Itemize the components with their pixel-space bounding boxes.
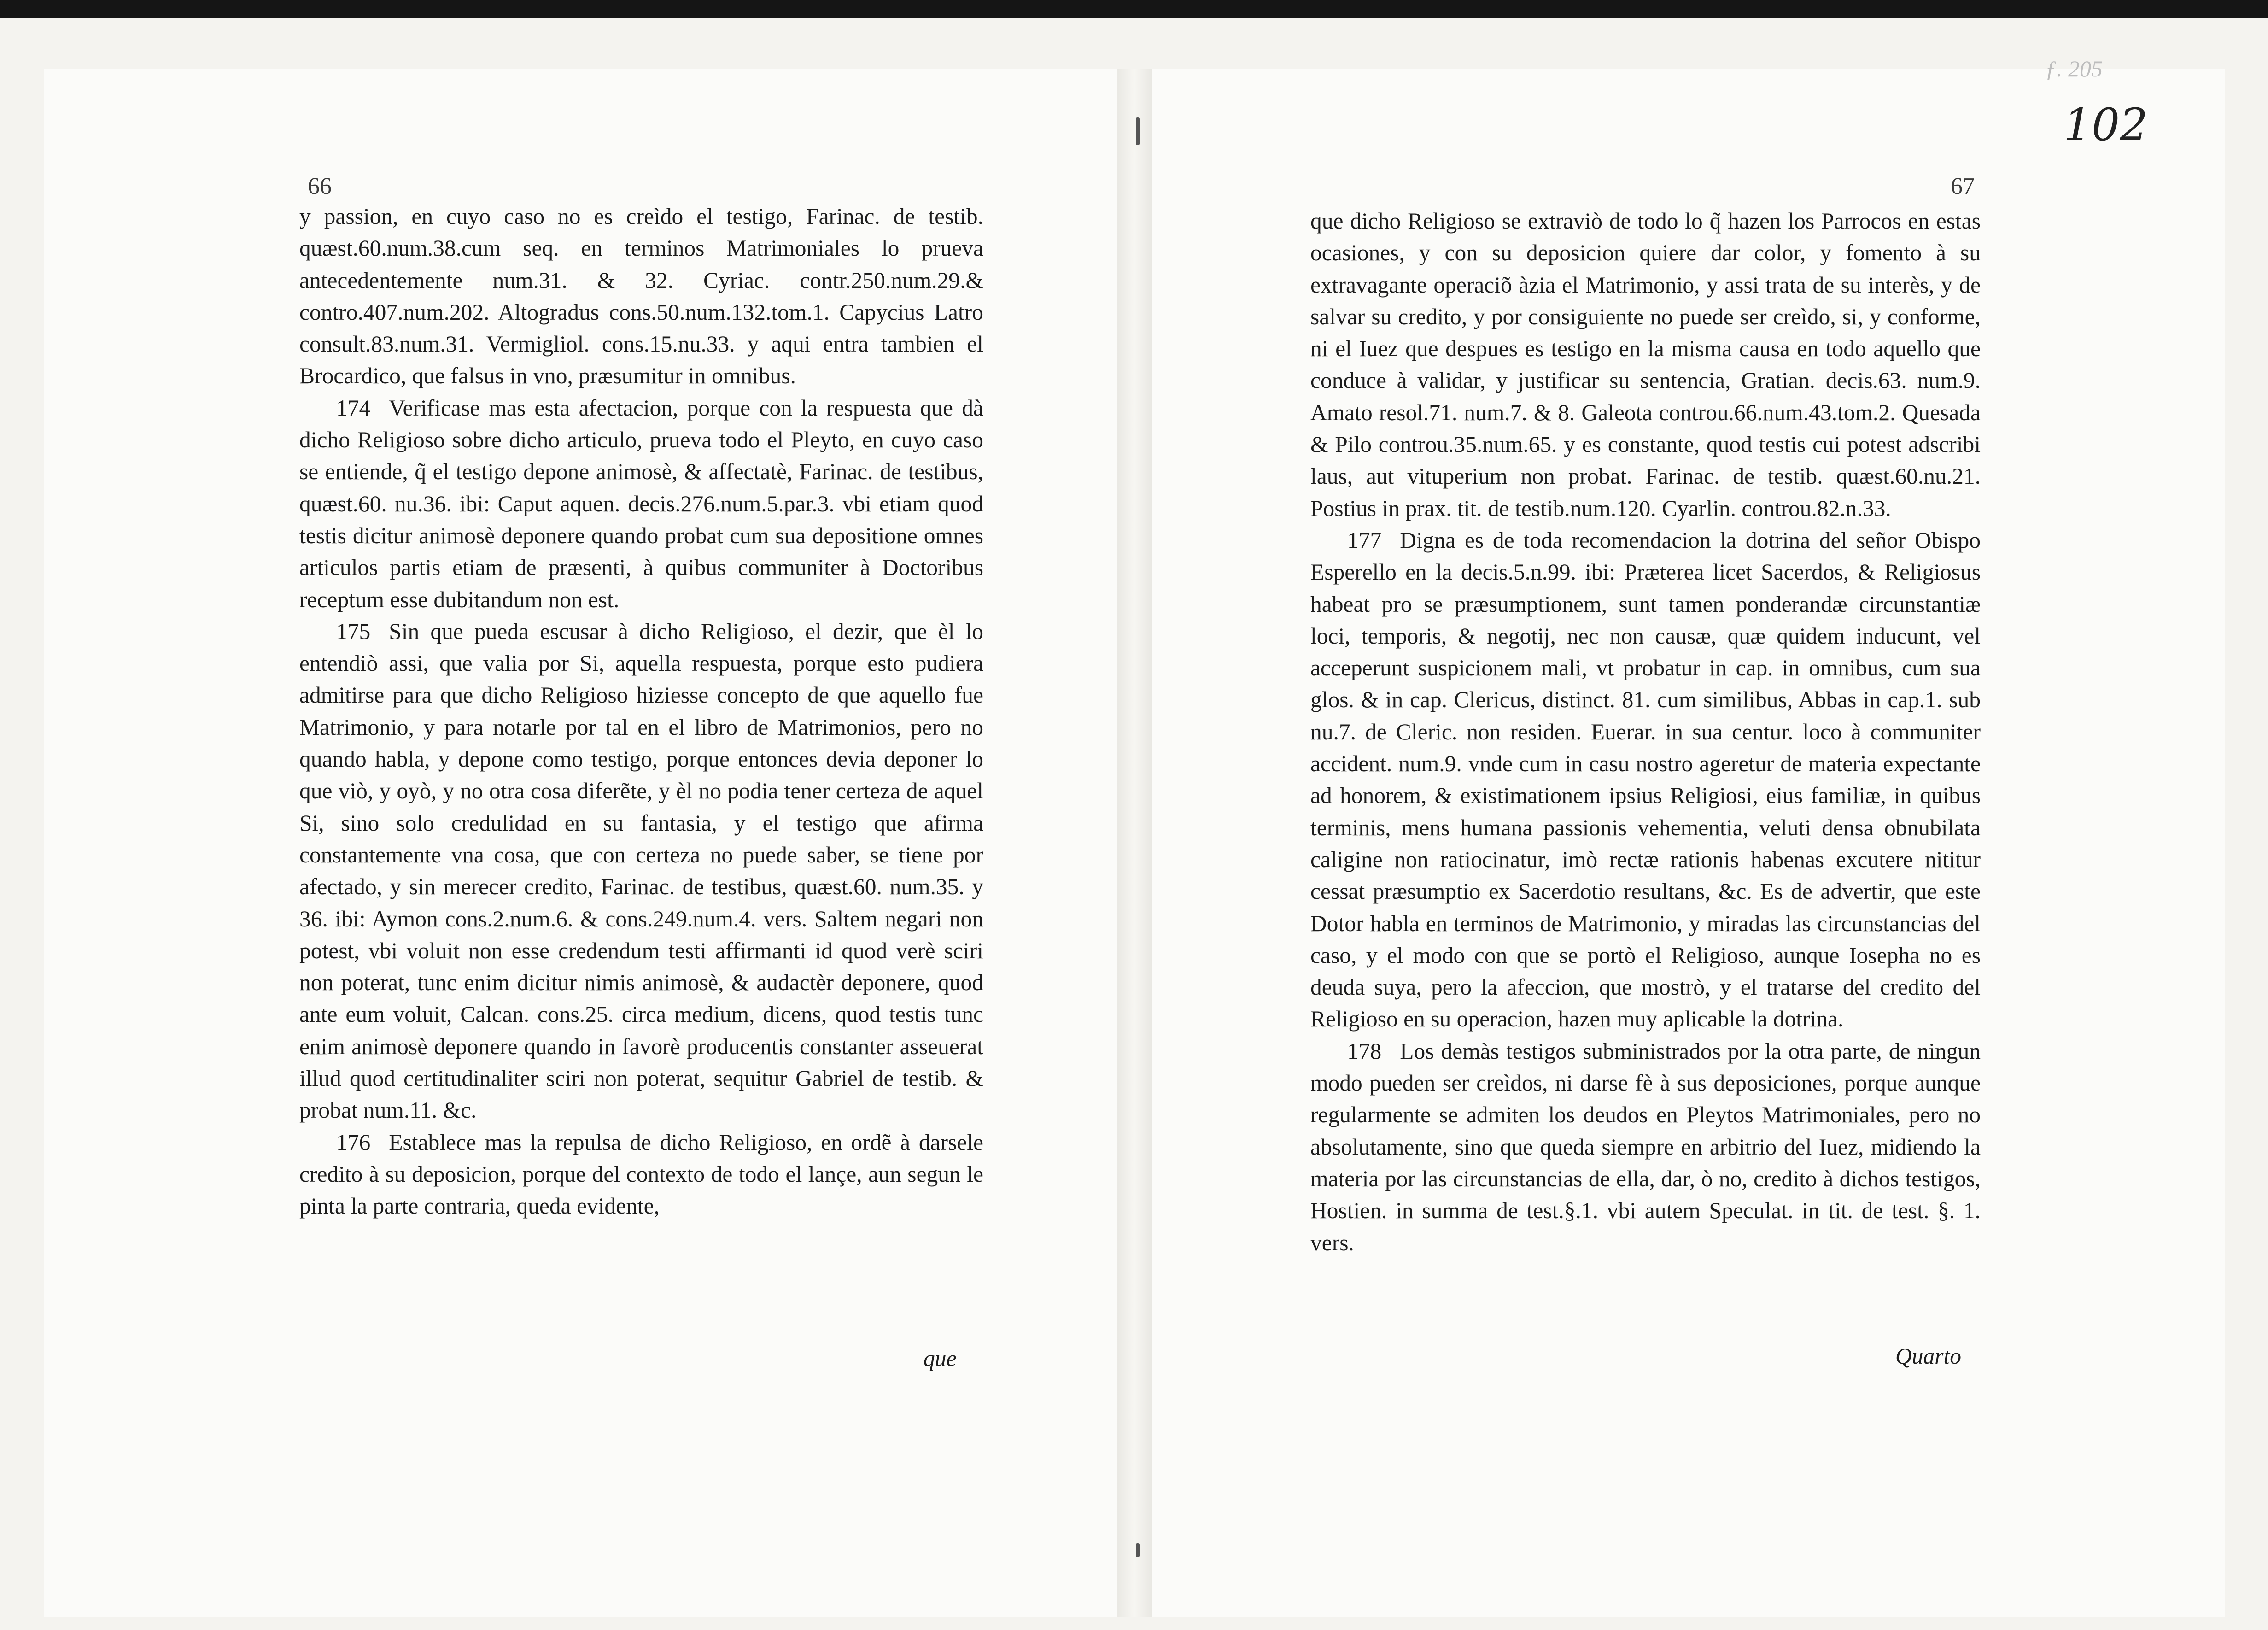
scan-top-edge: [0, 0, 2268, 18]
left-catchword: que: [924, 1346, 957, 1371]
paragraph-number: 174: [336, 395, 371, 421]
folio-mark: 102: [2063, 99, 2148, 151]
paragraph: [1310, 205, 1981, 524]
pencil-mark: ƒ. 205: [2045, 56, 2103, 82]
left-text-column: [299, 200, 983, 1222]
paragraph-text: Digna es de toda recomendacion la dotrina del señor Obispo Esperello en la decis.5.n.99. ibi: Præterea licet Sacerdos, & Religiosus habeat pro se præsumptionem, sunt tamen ponderandæ circunstantiæ loci, temporis, & negotij, nec non causæ, quæ quidem inducunt, vel acceperunt suspicionem mali, vt probatur in cap. in omnibus, cum sua glos. & in cap. Clericus, distinct. 81. cum similibus, Abbas in cap.1. sub nu.7. de Cleric. non residen. Euerar. in sua centur. loco à communiter accident. num.9. vnde cum in casu nostro ageretur de materia expectante ad honorem, & existimationem ipsius Religiosi, eius familiæ, in quibus terminis, mens humana passionis vehementia, veluti densa obnubilata caligine non ratiocinatur, imò rectæ rationis habenas excutere nititur cessat præsumptio ex Sacerdotio resultans, &c. Es de advertir, que este Dotor habla en terminos de Matrimonio, y miradas las circunstancias del caso, y el modo con que se portò el Religioso, aunque Iosepha no es deuda suya, pero la afeccion, que mostrò, y el tratarse del credito del Religioso en su operacion, hazen muy aplicable la dotrina.: [1310, 527, 1981, 1032]
paragraph-number: 177: [1347, 527, 1382, 553]
left-page-number: 66: [308, 173, 332, 199]
paragraph: [299, 616, 983, 1126]
gutter-mark-top: [1136, 117, 1140, 145]
book-gutter: [1117, 69, 1152, 1617]
paragraph-text: que dicho Religioso se extraviò de todo lo q̃ hazen los Parrocos en estas ocasiones, y con su deposicion quiere dar color, y fomento à su extravagante operaciõ àzia el Matrimonio, y assi trata de su interès, y de salvar su credito, y por consiguiente no puede ser creìdo, si, y conforme, ni el Iuez que despues es testigo en la misma causa en todo aquello que conduce à validar, y justificar su sentencia, Gratian. decis.63. num.9. Amato resol.71. num.7. & 8. Galeota controu.66.num.43.tom.2. Quesada & Pilo controu.35.num.65. y es constante, quod testis cui potest adscribi laus, aut vituperium non probat. Farinac. de testib. quæst.60.nu.21. Postius in prax. tit. de testib.num.120. Cyarlin. controu.82.n.33.: [1310, 208, 1981, 521]
paragraph-text: y passion, en cuyo caso no es creìdo el testigo, Farinac. de testib. quæst.60.num.38.cum seq. en terminos Matrimoniales lo prueva antecedentemente num.31. & 32. Cyriac. contr.250.num.29.& contro.407.num.202. Altogradus cons.50.num.132.tom.1. Capycius Latro consult.83.num.31. Vermigliol. cons.15.nu.33. y aqui entra tambien el Brocardico, que falsus in vno, præsumitur in omnibus.: [299, 204, 983, 389]
paragraph: [299, 1126, 983, 1222]
paragraph-text: Los demàs testigos subministrados por la otra parte, de ningun modo pueden ser creìdos, ni darse fè à sus deposiciones, porque aunque regularmente se admiten los deudos en Pleytos Matrimoniales, pero no absolutamente, sino que queda siempre en arbitrio del Iuez, midiendo la materia por las circunstancias de ella, dar, ò no, credito à dichos testigos, Hostien. in summa de test.§.1. vbi autem Speculat. in tit. de test. §. 1. vers.: [1310, 1038, 1981, 1255]
gutter-mark-bottom: [1136, 1543, 1140, 1557]
paragraph-number: 175: [336, 618, 371, 644]
paragraph-text: Verificase mas esta afectacion, porque con la respuesta que dà dicho Religioso sobre dicho articulo, prueva todo el Pleyto, en cuyo caso se entiende, q̃ el testigo depone animosè, & affectatè, Farinac. de testibus, quæst.60. nu.36. ibi: Caput aquen. decis.276.num.5.par.3. vbi etiam quod testis dicitur animosè deponere quando probat cum sua depositione omnes articulos partis etiam de præsenti, à quibus communiter à Doctoribus receptum esse dubitandum non est.: [299, 395, 983, 612]
paragraph: [1310, 1035, 1981, 1259]
right-catchword: Quarto: [1895, 1343, 1962, 1369]
right-page-number: 67: [1951, 173, 1975, 199]
paragraph: [299, 392, 983, 616]
paragraph-text: Establece mas la repulsa de dicho Religioso, en ordẽ à darsele credito à su deposicion, porque del contexto de todo el lançe, aun segun le pinta la parte contraria, queda evidente,: [299, 1129, 983, 1219]
paragraph-number: 176: [336, 1129, 371, 1155]
paragraph: [1310, 524, 1981, 1035]
paragraph: [299, 200, 983, 392]
right-text-column: [1310, 205, 1981, 1259]
paragraph-number: 178: [1347, 1038, 1382, 1064]
paragraph-text: Sin que pueda escusar à dicho Religioso, el dezir, que èl lo entendiò assi, que valia por Si, aquella respuesta, porque esto pudiera admitirse para que dicho Religioso hiziesse concepto de que aquello fue Matrimonio, y para notarle por tal en el libro de Matrimonios, pero no quando habla, y depone como testigo, porque entonces devia deponer lo que viò, y oyò, y no otra cosa diferẽte, y èl no podia tener certeza de aquel Si, sino solo credulidad en su fantasia, y el testigo que afirma constantemente vna cosa, que con certeza no puede saber, se tiene por afectado, y sin merecer credito, Farinac. de testibus, quæst.60. num.35. y 36. ibi: Aymon cons.2.num.6. & cons.249.num.4. vers. Saltem negari non potest, vbi voluit non esse credendum testi affirmanti id quod verè sciri non poterat, tunc enim dicitur nimis animosè, & audactèr deponere, quod ante eum voluit, Calcan. cons.25. circa medium, dicens, quod testis tunc enim animosè deponere quando in favorè producentis constanter asseuerat illud quod certitudinaliter sciri non poterat, sequitur Gabriel de testib. & probat num.11. &c.: [299, 618, 983, 1123]
